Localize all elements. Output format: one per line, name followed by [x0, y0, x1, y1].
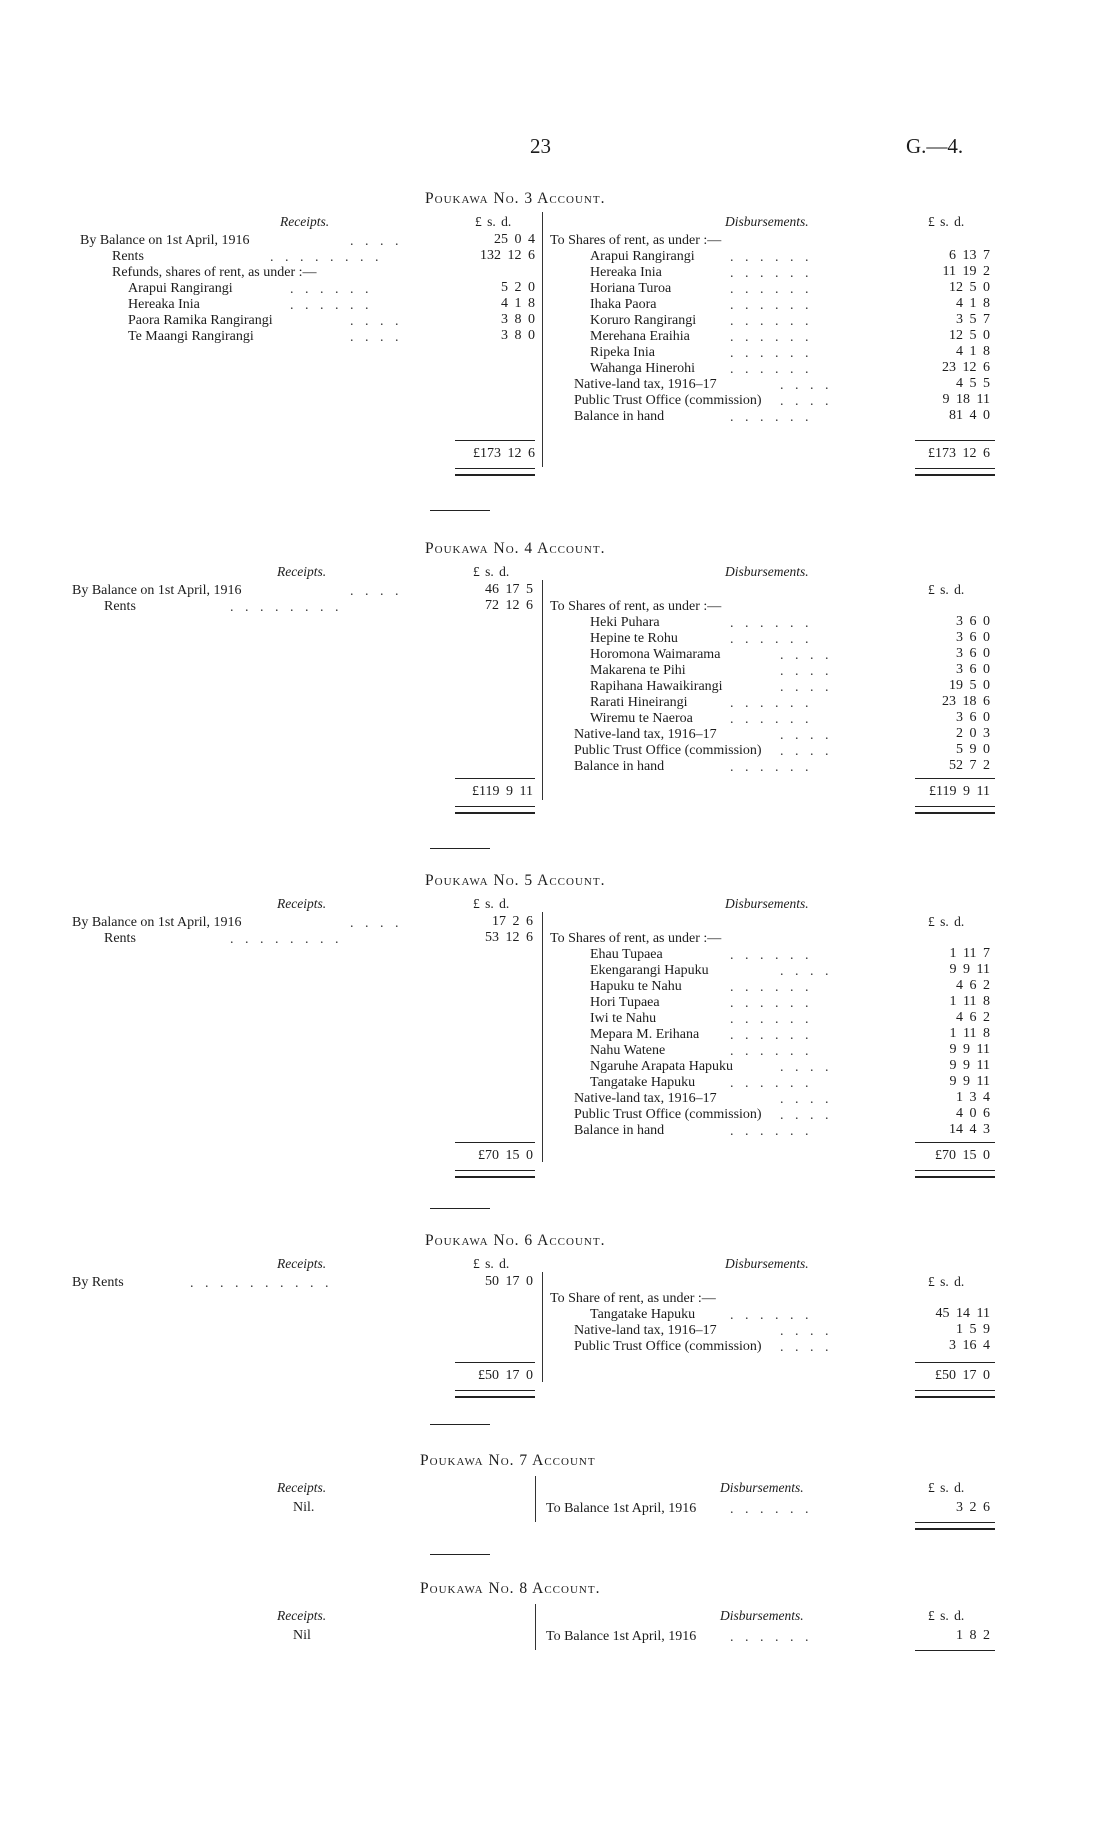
receipts-heading: Receipts.	[277, 1256, 327, 1271]
disbursement-amount: 3 2 6	[956, 1500, 990, 1515]
total-rule	[915, 440, 995, 441]
disbursement-row: Balance in hand	[574, 759, 665, 774]
leader-dots: . . . . . .	[730, 1044, 813, 1059]
leader-dots: . . . . . .	[730, 616, 813, 631]
leader-dots: . . . .	[780, 394, 833, 409]
receipt-amount: 17 2 6	[492, 914, 533, 929]
account-poukawa-3	[80, 190, 1000, 500]
disbursement-row: Hori Tupaea	[590, 995, 660, 1010]
account-poukawa-8	[80, 1580, 1000, 1670]
receipts-currency-header: £ s. d.	[473, 564, 510, 579]
account-poukawa-5	[72, 872, 1000, 1192]
receipts-total: £119 9 11	[472, 784, 533, 799]
leader-dots: . . . .	[350, 584, 403, 599]
leader-dots: . . . .	[780, 378, 833, 393]
leader-dots: . . . . . .	[730, 1308, 813, 1323]
leader-dots: . . . . . .	[730, 282, 813, 297]
receipt-row: By Balance on 1st April, 1916	[72, 583, 242, 598]
disbursement-row: Horiana Turoa	[590, 281, 672, 296]
receipt-row: Hereaka Inia	[128, 297, 200, 312]
leader-dots: . . . . . .	[730, 1124, 813, 1139]
total-rule	[915, 1362, 995, 1363]
leader-dots: . . . .	[780, 1108, 833, 1123]
disbursement-amount: 1 11 7	[949, 946, 990, 961]
leader-dots: . . . . . . . . . .	[190, 1276, 333, 1291]
disbursement-row: Tangatake Hapuku	[590, 1075, 696, 1090]
disbursements-heading: Disbursements.	[720, 1480, 804, 1495]
disbursement-row: Tangatake Hapuku	[590, 1307, 696, 1322]
section-separator	[430, 1208, 490, 1209]
receipt-row: Te Maangi Rangirangi	[128, 329, 254, 344]
total-rule	[455, 778, 535, 779]
receipt-amount: 5 2 0	[501, 280, 535, 295]
leader-dots: . . . .	[350, 314, 403, 329]
disbursements-currency-header: £ s. d.	[928, 1608, 965, 1623]
disbursement-amount: 1 11 8	[949, 1026, 990, 1041]
receipt-row: Rents	[104, 599, 136, 614]
leader-dots: . . . . . .	[730, 1076, 813, 1091]
receipt-amount: 46 17 5	[485, 582, 533, 597]
disbursement-amount: 6 13 7	[949, 248, 990, 263]
disbursement-amount: 81 4 0	[949, 408, 990, 423]
disbursement-amount: 1 8 2	[956, 1628, 990, 1643]
double-rule	[915, 1522, 995, 1530]
leader-dots: . . . . . .	[730, 1012, 813, 1027]
disbursement-amount: 2 0 3	[956, 726, 990, 741]
receipts-heading: Receipts.	[277, 1480, 327, 1495]
disbursement-row: Hepine te Rohu	[590, 631, 678, 646]
leader-dots: . . . . . .	[730, 410, 813, 425]
receipt-row: Arapui Rangirangi	[128, 281, 233, 296]
disbursement-amount: 9 9 11	[949, 1058, 990, 1073]
account-title: Poukawa No. 8 Account.	[420, 1580, 601, 1597]
receipts-heading: Receipts.	[277, 564, 327, 579]
disbursements-total: £70 15 0	[935, 1148, 990, 1163]
disbursement-row: Rarati Hineirangi	[590, 695, 688, 710]
leader-dots: . . . .	[780, 1340, 833, 1355]
disbursement-row: Wahanga Hinerohi	[590, 361, 695, 376]
receipt-amount: 4 1 8	[501, 296, 535, 311]
leader-dots: . . . . . .	[730, 632, 813, 647]
disbursement-amount: 4 1 8	[956, 344, 990, 359]
leader-dots: . . . . . .	[730, 298, 813, 313]
disbursement-row: Balance in hand	[574, 409, 665, 424]
receipts-currency-header: £ s. d.	[473, 1256, 510, 1271]
leader-dots: . . . . . .	[730, 362, 813, 377]
disbursement-row: Arapui Rangirangi	[590, 249, 695, 264]
leader-dots: . . . .	[780, 1092, 833, 1107]
disbursement-amount: 9 9 11	[949, 962, 990, 977]
column-divider	[535, 1604, 536, 1650]
disbursement-amount: 3 6 0	[956, 710, 990, 725]
leader-dots: . . . . . .	[730, 1028, 813, 1043]
leader-dots: . . . .	[780, 680, 833, 695]
disbursement-row: Merehana Eraihia	[590, 329, 690, 344]
disbursement-row: To Balance 1st April, 1916	[546, 1501, 697, 1516]
section-separator	[430, 848, 490, 849]
double-rule	[915, 1170, 995, 1178]
disbursement-row: Mepara M. Erihana	[590, 1027, 700, 1042]
disbursement-amount: 4 6 2	[956, 1010, 990, 1025]
disbursement-amount: 9 9 11	[949, 1042, 990, 1057]
disbursements-currency-header: £ s. d.	[928, 1480, 965, 1495]
disbursement-row: Makarena te Pihi	[590, 663, 686, 678]
total-rule	[455, 1142, 535, 1143]
disbursement-row: To Shares of rent, as under :—	[550, 931, 722, 946]
section-separator	[430, 1554, 490, 1555]
leader-dots: . . . . . .	[730, 980, 813, 995]
total-rule	[915, 778, 995, 779]
receipt-amount: 72 12 6	[485, 598, 533, 613]
disbursement-amount: 3 16 4	[949, 1338, 990, 1353]
disbursement-amount: 3 6 0	[956, 662, 990, 677]
receipts-nil: Nil.	[293, 1500, 315, 1515]
account-poukawa-4	[72, 540, 1000, 830]
section-separator	[430, 1424, 490, 1425]
receipt-row: By Balance on 1st April, 1916	[80, 233, 250, 248]
account-title: Poukawa No. 7 Account	[420, 1452, 596, 1469]
disbursement-row: Wiremu te Naeroa	[590, 711, 693, 726]
disbursement-row: Hereaka Inia	[590, 265, 662, 280]
total-rule	[455, 440, 535, 441]
disbursement-row: Public Trust Office (commission)	[574, 393, 762, 408]
leader-dots: . . . .	[350, 234, 403, 249]
disbursements-currency-header: £ s. d.	[928, 914, 965, 929]
leader-dots: . . . . . .	[730, 712, 813, 727]
disbursement-row: Nahu Watene	[590, 1043, 666, 1058]
receipts-heading: Receipts.	[277, 896, 327, 911]
leader-dots: . . . . . .	[730, 330, 813, 345]
disbursement-row: Ihaka Paora	[590, 297, 657, 312]
disbursement-row: Heki Puhara	[590, 615, 660, 630]
leader-dots: . . . . . . . .	[230, 932, 343, 947]
disbursement-row: Native-land tax, 1916–17	[574, 1091, 717, 1106]
disbursement-row: Iwi te Nahu	[590, 1011, 657, 1026]
receipt-amount: 3 8 0	[501, 328, 535, 343]
receipt-row: By Balance on 1st April, 1916	[72, 915, 242, 930]
receipts-total: £50 17 0	[478, 1368, 533, 1383]
account-title: Poukawa No. 3 Account.	[425, 190, 606, 207]
double-rule	[915, 468, 995, 476]
disbursement-row: Rapihana Hawaikirangi	[590, 679, 723, 694]
disbursement-amount: 19 5 0	[949, 678, 990, 693]
disbursement-amount: 4 5 5	[956, 376, 990, 391]
disbursement-amount: 1 11 8	[949, 994, 990, 1009]
receipt-row: Rents	[112, 249, 144, 264]
receipt-amount: 53 12 6	[485, 930, 533, 945]
disbursement-amount: 52 7 2	[949, 758, 990, 773]
disbursement-amount: 9 9 11	[949, 1074, 990, 1089]
receipt-row: By Rents	[72, 1275, 124, 1290]
receipts-currency-header: £ s. d.	[475, 214, 512, 229]
receipts-heading: Receipts.	[277, 1608, 327, 1623]
disbursements-heading: Disbursements.	[725, 896, 809, 911]
disbursement-row: To Shares of rent, as under :—	[550, 233, 722, 248]
double-rule	[915, 806, 995, 814]
disbursements-total: £119 9 11	[929, 784, 990, 799]
leader-dots: . . . . . . . .	[230, 600, 343, 615]
receipt-amount: 132 12 6	[480, 248, 535, 263]
disbursement-amount: 14 4 3	[949, 1122, 990, 1137]
disbursement-amount: 1 5 9	[956, 1322, 990, 1337]
disbursements-heading: Disbursements.	[725, 1256, 809, 1271]
double-rule	[455, 1170, 535, 1178]
disbursements-currency-header: £ s. d.	[928, 582, 965, 597]
disbursements-heading: Disbursements.	[725, 564, 809, 579]
leader-dots: . . . .	[350, 330, 403, 345]
account-title: Poukawa No. 5 Account.	[425, 872, 606, 889]
disbursement-row: To Share of rent, as under :—	[550, 1291, 716, 1306]
disbursement-row: Ehau Tupaea	[590, 947, 663, 962]
leader-dots: . . . . . .	[730, 760, 813, 775]
disbursement-row: To Balance 1st April, 1916	[546, 1629, 697, 1644]
disbursement-amount: 12 5 0	[949, 328, 990, 343]
leader-dots: . . . . . .	[730, 948, 813, 963]
total-rule	[915, 1650, 995, 1651]
leader-dots: . . . . . . . .	[270, 250, 383, 265]
receipts-total: £70 15 0	[478, 1148, 533, 1163]
disbursement-row: Native-land tax, 1916–17	[574, 727, 717, 742]
disbursement-row: Horomona Waimarama	[590, 647, 721, 662]
disbursement-row: Public Trust Office (commission)	[574, 1339, 762, 1354]
column-divider	[542, 212, 543, 467]
receipts-currency-header: £ s. d.	[473, 896, 510, 911]
disbursements-total: £173 12 6	[928, 446, 990, 461]
leader-dots: . . . . . .	[730, 346, 813, 361]
leader-dots: . . . . . .	[730, 1630, 813, 1645]
leader-dots: . . . .	[780, 1324, 833, 1339]
disbursement-row: Public Trust Office (commission)	[574, 743, 762, 758]
total-rule	[455, 1362, 535, 1363]
total-rule	[915, 1142, 995, 1143]
leader-dots: . . . .	[780, 728, 833, 743]
leader-dots: . . . . . .	[730, 996, 813, 1011]
account-title: Poukawa No. 6 Account.	[425, 1232, 606, 1249]
leader-dots: . . . . . .	[730, 696, 813, 711]
disbursements-currency-header: £ s. d.	[928, 1274, 965, 1289]
receipt-row: Refunds, shares of rent, as under :—	[112, 265, 317, 280]
column-divider	[542, 912, 543, 1162]
disbursement-row: Koruro Rangirangi	[590, 313, 697, 328]
receipt-amount: 25 0 4	[494, 232, 535, 247]
page-reference: G.—4.	[906, 134, 964, 158]
disbursement-row: Native-land tax, 1916–17	[574, 377, 717, 392]
receipts-nil: Nil	[293, 1628, 311, 1643]
account-poukawa-6	[72, 1232, 1000, 1412]
disbursement-row: Ngaruhe Arapata Hapuku	[590, 1059, 734, 1074]
disbursements-heading: Disbursements.	[720, 1608, 804, 1623]
disbursement-row: Hapuku te Nahu	[590, 979, 682, 994]
section-separator	[430, 510, 490, 511]
disbursement-amount: 12 5 0	[949, 280, 990, 295]
disbursement-amount: 9 18 11	[942, 392, 990, 407]
account-title: Poukawa No. 4 Account.	[425, 540, 606, 557]
receipt-amount: 50 17 0	[485, 1274, 533, 1289]
disbursement-row: Balance in hand	[574, 1123, 665, 1138]
leader-dots: . . . . . .	[730, 266, 813, 281]
receipt-row: Rents	[104, 931, 136, 946]
disbursement-row: To Shares of rent, as under :—	[550, 599, 722, 614]
disbursement-amount: 4 6 2	[956, 978, 990, 993]
disbursements-currency-header: £ s. d.	[928, 214, 965, 229]
receipts-heading: Receipts.	[280, 214, 330, 229]
disbursement-row: Ripeka Inia	[590, 345, 655, 360]
leader-dots: . . . .	[780, 648, 833, 663]
double-rule	[455, 1390, 535, 1398]
disbursement-row: Native-land tax, 1916–17	[574, 1323, 717, 1338]
disbursement-amount: 23 12 6	[942, 360, 990, 375]
column-divider	[542, 1272, 543, 1382]
disbursement-amount: 45 14 11	[935, 1306, 990, 1321]
leader-dots: . . . .	[780, 744, 833, 759]
receipt-row: Paora Ramika Rangirangi	[128, 313, 273, 328]
leader-dots: . . . . . .	[730, 1502, 813, 1517]
disbursement-amount: 3 6 0	[956, 630, 990, 645]
leader-dots: . . . . . .	[730, 314, 813, 329]
page-number: 23	[530, 134, 551, 158]
disbursement-amount: 3 5 7	[956, 312, 990, 327]
disbursement-amount: 3 6 0	[956, 614, 990, 629]
disbursements-heading: Disbursements.	[725, 214, 809, 229]
leader-dots: . . . .	[350, 916, 403, 931]
double-rule	[455, 468, 535, 476]
leader-dots: . . . .	[780, 964, 833, 979]
account-poukawa-7	[80, 1452, 1000, 1542]
receipts-total: £173 12 6	[473, 446, 535, 461]
disbursement-row: Ekengarangi Hapuku	[590, 963, 709, 978]
double-rule	[455, 806, 535, 814]
disbursement-amount: 4 1 8	[956, 296, 990, 311]
disbursement-amount: 3 6 0	[956, 646, 990, 661]
disbursement-amount: 5 9 0	[956, 742, 990, 757]
leader-dots: . . . .	[780, 1060, 833, 1075]
leader-dots: . . . . . .	[290, 282, 373, 297]
disbursement-amount: 4 0 6	[956, 1106, 990, 1121]
disbursement-amount: 1 3 4	[956, 1090, 990, 1105]
leader-dots: . . . .	[780, 664, 833, 679]
disbursement-row: Public Trust Office (commission)	[574, 1107, 762, 1122]
double-rule	[915, 1390, 995, 1398]
disbursement-amount: 23 18 6	[942, 694, 990, 709]
receipt-amount: 3 8 0	[501, 312, 535, 327]
leader-dots: . . . . . .	[730, 250, 813, 265]
column-divider	[542, 580, 543, 800]
disbursement-amount: 11 19 2	[942, 264, 990, 279]
leader-dots: . . . . . .	[290, 298, 373, 313]
disbursements-total: £50 17 0	[935, 1368, 990, 1383]
column-divider	[535, 1476, 536, 1522]
